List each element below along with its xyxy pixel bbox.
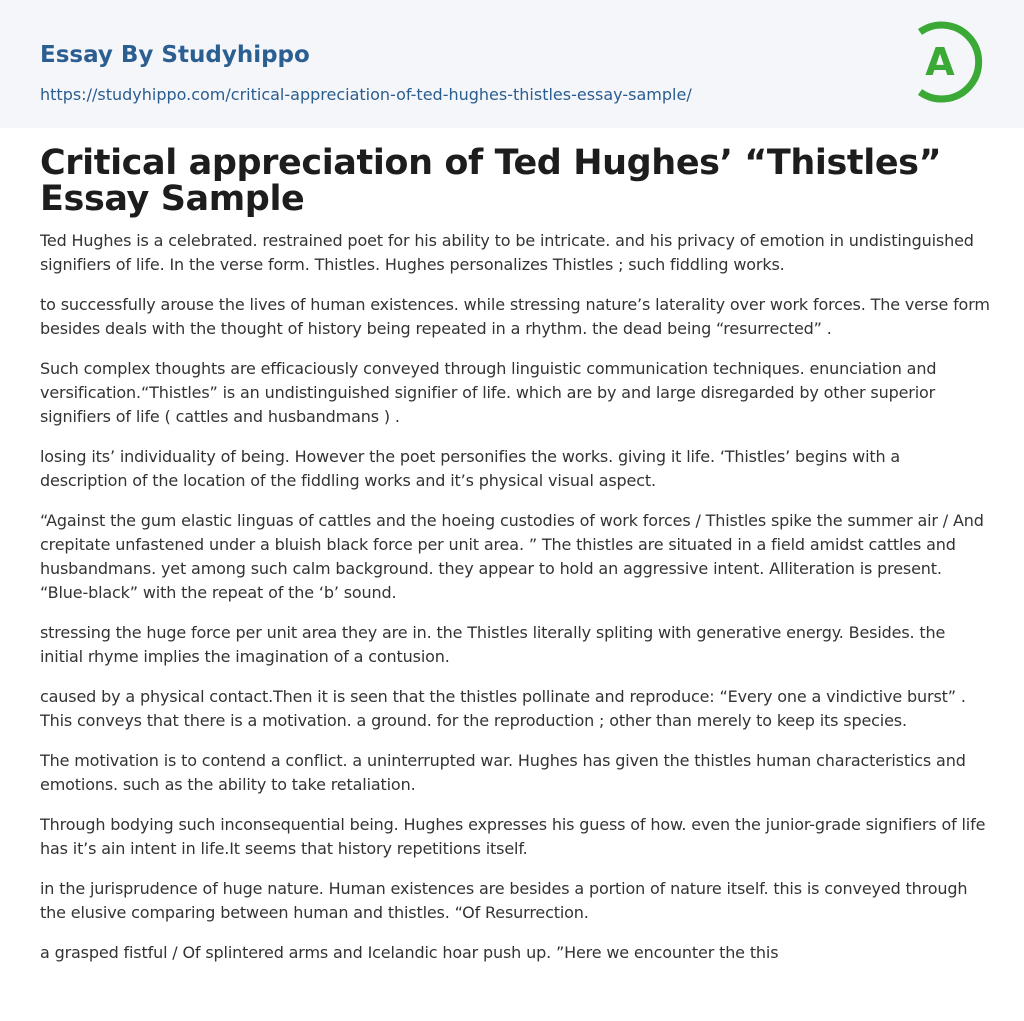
article-title-line1: Critical appreciation of Ted Hughes’ “Thistles”	[40, 143, 942, 183]
article-title	[40, 145, 990, 217]
page-url-link[interactable]: https://studyhippo.com/critical-appreciation-of-ted-hughes-thistles-essay-sample/	[40, 85, 692, 104]
paragraph: “Against the gum elastic linguas of cattles and the hoeing custodies of work forces / Thistles spike the summer air / And crepitate unfastened under a bluish black force per unit area. ” The thistles are situated in a field amidst cattles and husbandmans. yet among such calm background. they appear to hold an aggressive intent. Alliteration is present. “Blue-black” with the repeat of the ‘b’ sound.	[40, 511, 984, 602]
logo-letter: A	[925, 40, 955, 84]
paragraph: a grasped fistful / Of splintered arms and Icelandic hoar push up. ”Here we encounter the this	[40, 943, 779, 962]
paragraph: losing its’ individuality of being. However the poet personifies the works. giving it life. ‘Thistles’ begins with a description of the location of the fiddling works and it’s physical visual aspect.	[40, 447, 901, 490]
paragraph: Such complex thoughts are efficaciously conveyed through linguistic communication techniques. enunciation and versification.“Thistles” is an undistinguished signifier of life. which are by and large disregarded by other superior signifiers of life ( cattles and husbandmans ) .	[40, 359, 937, 426]
paragraph: caused by a physical contact.Then it is seen that the thistles pollinate and reproduce: “Every one a vindictive burst” . This conveys that there is a motivation. a ground. for the reproduction ; other than merely to keep its species.	[40, 687, 966, 730]
site-header	[0, 0, 1024, 128]
article-title-line2: Essay Sample	[40, 179, 305, 219]
paragraph: in the jurisprudence of huge nature. Human existences are besides a portion of nature itself. this is conveyed through the elusive comparing between human and thistles. “Of Resurrection.	[40, 879, 968, 922]
paragraph: to successfully arouse the lives of human existences. while stressing nature’s laterality over work forces. The verse form besides deals with the thought of history being repeated in a rhythm. the dead being “resurrected” .	[40, 295, 990, 338]
article	[40, 145, 990, 981]
studyhippo-logo-icon[interactable]	[910, 18, 988, 106]
paragraph: Ted Hughes is a celebrated. restrained poet for his ability to be intricate. and his privacy of emotion in undistinguished signifiers of life. In the verse form. Thistles. Hughes personalizes Thistles ; such fiddling works.	[40, 231, 974, 274]
paragraph: Through bodying such inconsequential being. Hughes expresses his guess of how. even the junior-grade signifiers of life has it’s ain intent in life.It seems that history repetitions itself.	[40, 815, 986, 858]
paragraph: The motivation is to contend a conflict. a uninterrupted war. Hughes has given the thistles human characteristics and emotions. such as the ability to take retaliation.	[40, 751, 966, 794]
paragraph: stressing the huge force per unit area they are in. the Thistles literally spliting with generative energy. Besides. the initial rhyme implies the imagination of a contusion.	[40, 623, 946, 666]
site-title[interactable]: Essay By Studyhippo	[40, 42, 310, 68]
